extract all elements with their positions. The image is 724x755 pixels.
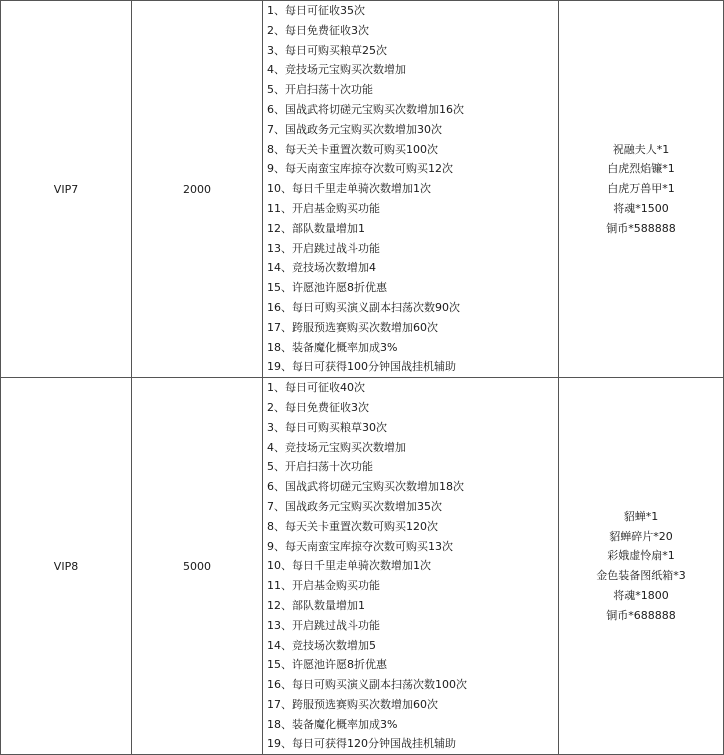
vip-level-cell: VIP7 <box>1 1 132 378</box>
privilege-item: 18、装备魔化概率加成3% <box>267 340 398 354</box>
reward-item: 貂蝉*1 <box>623 509 659 523</box>
privilege-item: 8、每天关卡重置次数可购买100次 <box>267 142 438 156</box>
reward-item: 金色装备图纸箱*3 <box>596 569 686 583</box>
privilege-item: 3、每日可购买粮草30次 <box>267 420 387 434</box>
privilege-item: 5、开启扫荡十次功能 <box>267 460 373 474</box>
privilege-item: 16、每日可购买演义副本扫荡次数90次 <box>267 300 460 314</box>
reward-item: 祝融夫人*1 <box>612 142 670 156</box>
reward-item: 铜币*588888 <box>606 221 676 235</box>
privilege-item: 12、部队数量增加1 <box>267 598 365 612</box>
privilege-item: 1、每日可征收35次 <box>267 4 365 17</box>
privilege-item: 2、每日免费征收3次 <box>267 400 369 414</box>
privilege-item: 4、竞技场元宝购买次数增加 <box>267 440 406 454</box>
privilege-item: 13、开启跳过战斗功能 <box>267 241 380 255</box>
amount-cell: 5000 <box>132 378 263 755</box>
privileges-cell <box>263 1 559 378</box>
privilege-item: 19、每日可获得100分钟国战挂机辅助 <box>267 360 456 374</box>
privilege-item: 7、国战政务元宝购买次数增加30次 <box>267 122 442 136</box>
table-row-vip7 <box>1 1 724 378</box>
privilege-item: 4、竞技场元宝购买次数增加 <box>267 63 406 77</box>
reward-item: 将魂*1500 <box>613 201 669 215</box>
reward-item: 铜币*688888 <box>606 608 676 622</box>
privilege-item: 9、每天南蛮宝库掠夺次数可购买12次 <box>267 162 453 176</box>
privilege-item: 11、开启基金购买功能 <box>267 579 380 593</box>
privilege-item: 3、每日可购买粮草25次 <box>267 43 387 57</box>
rewards-cell <box>559 378 724 755</box>
privilege-item: 14、竞技场次数增加5 <box>267 638 376 652</box>
privilege-item: 19、每日可获得120分钟国战挂机辅助 <box>267 737 456 751</box>
privilege-item: 17、跨服预选赛购买次数增加60次 <box>267 320 438 334</box>
privilege-item: 6、国战武将切磋元宝购买次数增加16次 <box>267 102 464 116</box>
privilege-item: 15、许愿池许愿8折优惠 <box>267 281 387 295</box>
reward-item: 貂蝉碎片*20 <box>609 529 673 543</box>
privilege-item: 10、每日千里走单骑次数增加1次 <box>267 559 431 573</box>
privilege-item: 12、部队数量增加1 <box>267 221 365 235</box>
privilege-item: 13、开启跳过战斗功能 <box>267 618 380 632</box>
reward-item: 彩娥虚怜扇*1 <box>607 549 675 563</box>
privilege-item: 7、国战政务元宝购买次数增加35次 <box>267 499 442 513</box>
privilege-item: 2、每日免费征收3次 <box>267 23 369 37</box>
reward-item: 将魂*1800 <box>613 589 669 602</box>
privileges-cell <box>263 378 559 755</box>
privilege-item: 17、跨服预选赛购买次数增加60次 <box>267 697 438 711</box>
privilege-item: 8、每天关卡重置次数可购买120次 <box>267 519 438 533</box>
privilege-item: 10、每日千里走单骑次数增加1次 <box>267 182 431 196</box>
privilege-item: 6、国战武将切磋元宝购买次数增加18次 <box>267 480 464 494</box>
amount-cell: 2000 <box>132 1 263 378</box>
rewards-cell <box>559 1 724 378</box>
privilege-item: 16、每日可购买演义副本扫荡次数100次 <box>267 678 467 692</box>
vip-level-cell: VIP8 <box>1 378 132 755</box>
privilege-item: 14、竞技场次数增加4 <box>267 261 376 275</box>
table-row-vip8 <box>1 378 724 755</box>
privilege-item: 18、装备魔化概率加成3% <box>267 717 398 731</box>
privilege-item: 15、许愿池许愿8折优惠 <box>267 658 387 672</box>
reward-item: 白虎万兽甲*1 <box>607 182 675 196</box>
privilege-item: 1、每日可征收40次 <box>267 381 365 395</box>
privilege-item: 5、开启扫荡十次功能 <box>267 83 373 97</box>
privilege-item: 11、开启基金购买功能 <box>267 201 380 215</box>
privilege-item: 9、每天南蛮宝库掠夺次数可购买13次 <box>267 539 453 553</box>
reward-item: 白虎烈焰镰*1 <box>607 162 675 176</box>
